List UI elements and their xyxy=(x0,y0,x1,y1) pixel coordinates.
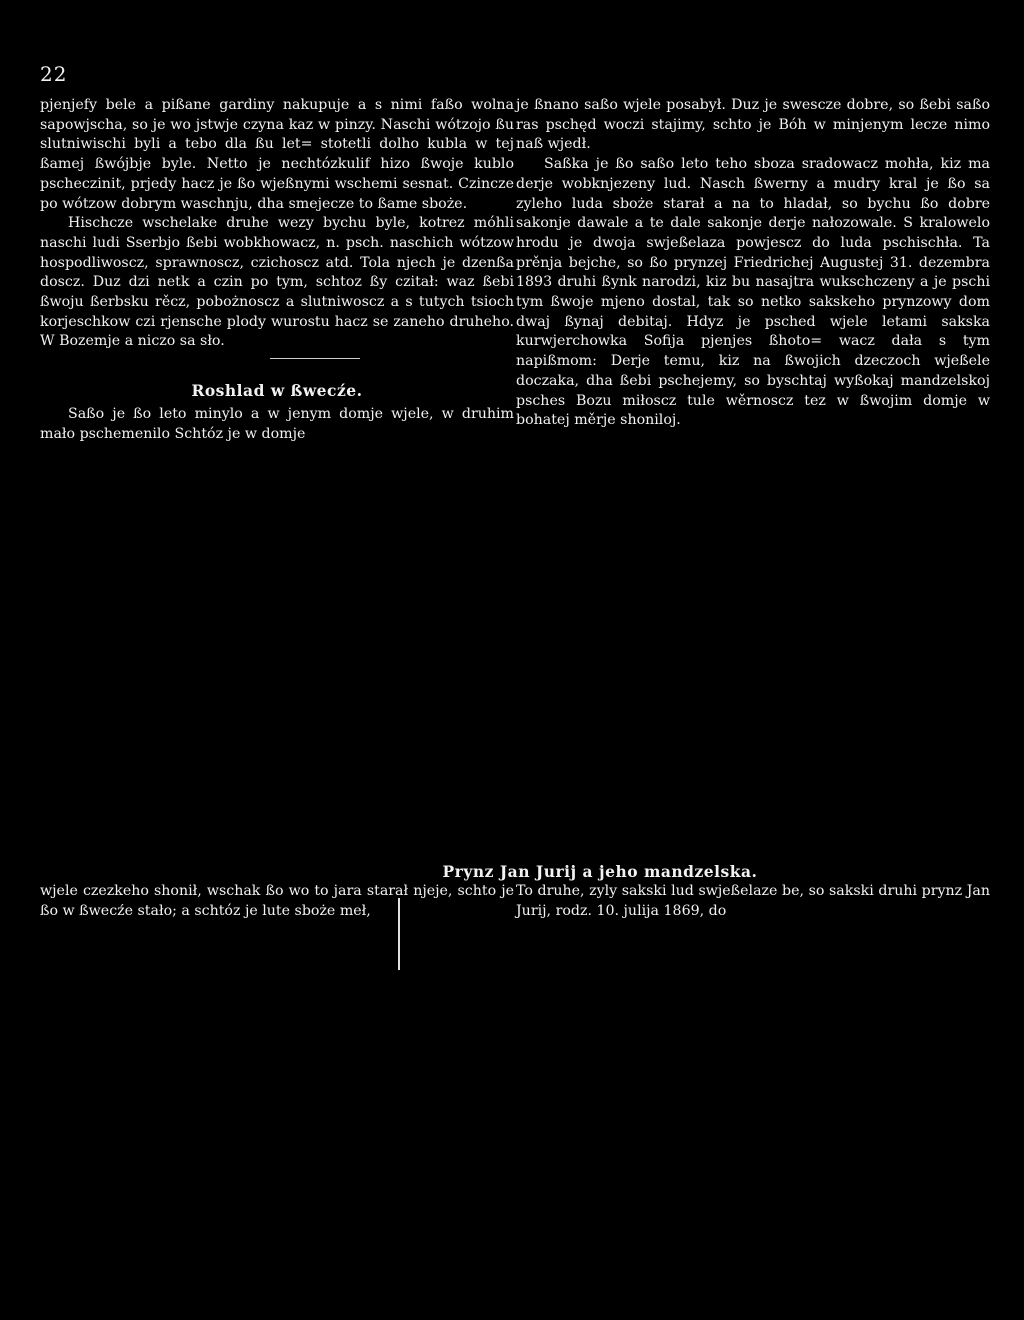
bottom-left-text xyxy=(40,882,514,921)
right-paragraph-2: Saßka je ßo saßo leto teho sboza sradowacz mohła, kiz ma derje wobknjezeny lud. Nasch ßwerny a mudry kral je ßo sa zyleho luda sboże starał a na to hladał, so bychu ßo dobre sakonje dawale a te dale sakonje derje nałozowale. S kralowelo hrodu je dwoja swjeßelaza powjescz do luda pschischła. Ta prěnja bejche, so ßo prynzej Friedrichej Augustej 31. dezembra 1893 druhi ßynk narodzi, kiz bu nasajtra wukschczeny a je pschi tym ßwoje mjeno dostal, tak so netko sakskeho prynzowy dom dwaj ßynaj debitaj. Hdyz je psched wjele letami sakska kurwjerchowka Sofija pjenjes ßhoto= wacz dała s tym napißmom: Derje temu, kiz na ßwojich dzeczoch wjeßele doczaka, dha ßebi pschejemy, so byschtaj wyßokaj mandzelskoj psches Bozu miłoscz tule wěrnoscz tez w ßwojim domje w bohatej měrje shoniloj. xyxy=(516,156,990,429)
left-paragraph-2: Hischcze wschelake druhe wezy bychu byle, kotrez móhli naschi ludi Sserbjo ßebi wobkhowacz, n. psch. naschich wótzow hospodliwoscz, sprawnoscz, czichoscz atd. Tola njech je dzenßa doscz. Duz dzi netk a czin po tym, schtoz ßy czitał: waz ßebi ßwoju ßerbsku rěcz, pobożnoscz a slutniwoscz a s tutych tsioch korjeschkow czi rjensche plody wurostu hacz se zaneho druheho. W Bozemje a niczo sa sło. xyxy=(40,215,514,350)
bottom-left-paragraph: wjele czezkeho shonił, wschak ßo wo to jara starał njeje, schto je ßo w ßwecźe stało; a schtóz je lute sboże meł, xyxy=(40,883,514,919)
right-column xyxy=(516,96,990,431)
left-paragraph-1: pjenjefy bele a pißane gardiny nakupuje a s nimi faßo wolna sapowjscha, so je wo jstwje czyna kaz w pinzy. Naschi wótzojo ßu slutniwischi byli a tebo dla ßu let= stotetli dolho kubla w tej ßamej ßwójbje byle. Netto je nechtózkulif hizo ßwoje kublo pscheczinit, prjedy hacz je ßo wjeßnymi wschemi sesnat. Czincze po wótzow dobrym waschnju, dha smejecze to ßame sboże. xyxy=(40,97,514,212)
left-paragraph-3: Saßo je ßo leto minylo a w jenym domje wjele, w druhim mało pschemenilo Schtóz je w domje xyxy=(40,405,514,442)
bottom-right-paragraph: To druhe, zyly sakski lud swjeßelaze be, so sakski druhi prynz Jan Jurij, rodz. 10. julija 1869, do xyxy=(516,883,990,919)
section-divider xyxy=(270,358,360,359)
left-column xyxy=(40,96,514,444)
bottom-right-text xyxy=(516,882,990,921)
section-heading: Roshlad w ßwecźe. xyxy=(191,381,363,401)
page-number: 22 xyxy=(40,62,68,86)
right-paragraph-1: je ßnano saßo wjele posabył. Duz je swescze dobre, so ßebi saßo ras pschęd woczi stajimy, schto je Bóh w minjenym lecze nimo naß wjedł. xyxy=(516,97,990,153)
image-caption: Prynz Jan Jurij a jeho mandzelska. xyxy=(442,862,758,881)
